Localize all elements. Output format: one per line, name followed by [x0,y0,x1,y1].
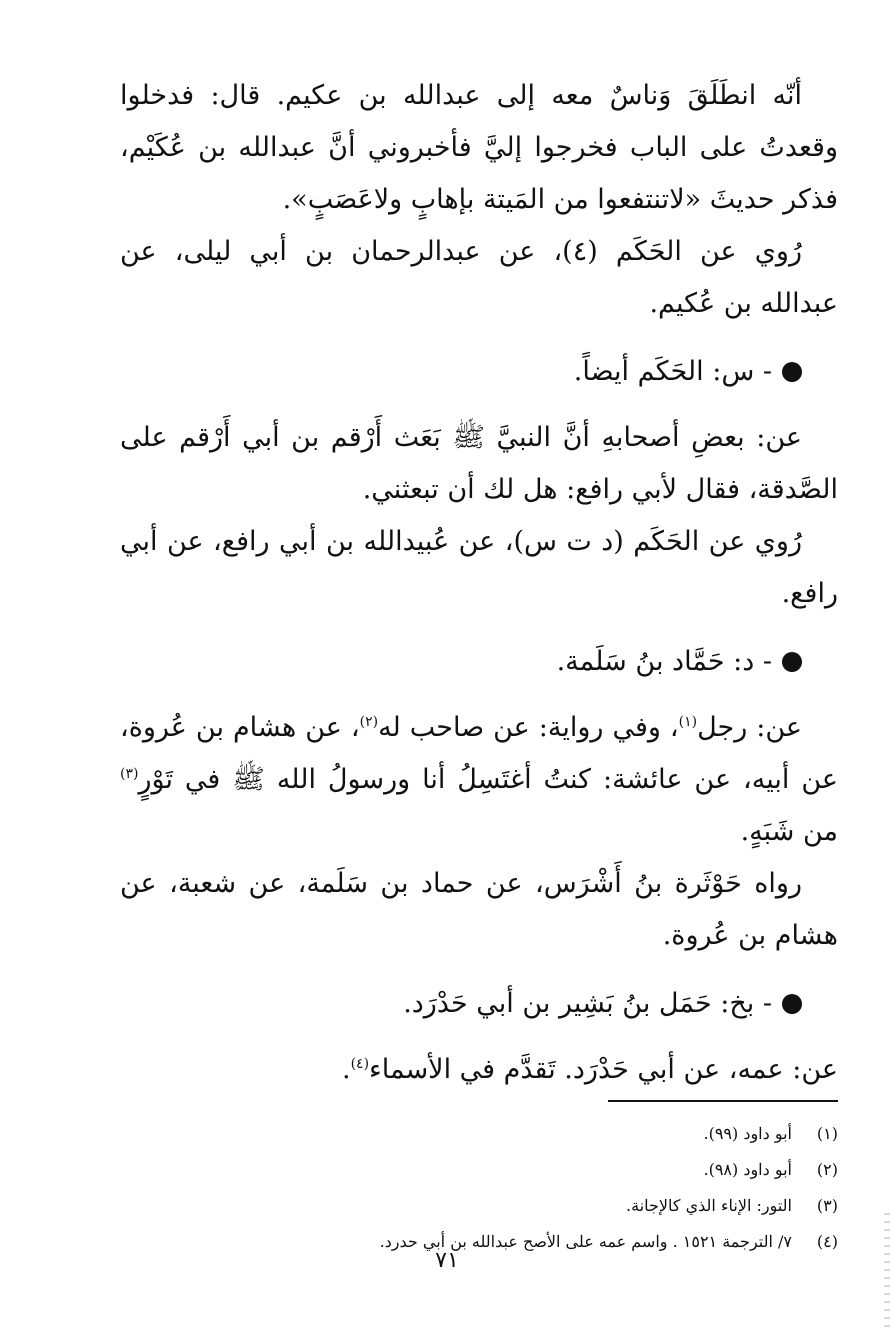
footnotes [120,1116,838,1260]
footnote-number: (٤) [816,1232,838,1251]
paragraph-7-part-b: ، وفي رواية: عن صاحب له [378,712,679,743]
paragraph-7-part-c: ، عن هشام بن عُروة، عن أبيه، عن عائشة: كنتُ أغتَسِلُ أنا ورسولُ الله ﷺ في تَوْرٍ [120,712,838,795]
bullet-icon [782,652,802,672]
paragraph-5: رُوي عن الحَكَم (د ت س)، عن عُبيدالله بن أبي رافع، عن أبي رافع. [120,526,838,609]
footnote-text: التور: الإناء الذي كالإجانة. [626,1196,792,1215]
main-text-4 [120,1044,838,1096]
paragraph-2: رُوي عن الحَكَم (٤)، عن عبدالرحمان بن أبي ليلى، عن عبدالله بن عُكيم. [120,236,838,319]
paragraph-4: عن: بعضِ أصحابهِ أنَّ النبيَّ ﷺ بَعَث أَرْقم بن أبي أَرْقم على الصَّدقة، فقال لأبي رافع: هل لك أن تبعثني. [120,422,838,505]
footnote-text: أبو داود (٩٨). [703,1160,792,1179]
paragraph-7-part-d: من شَبَهٍ. [740,816,838,847]
footnote-number: (٣) [816,1196,838,1215]
main-text [120,70,838,330]
footnote-ref-4: (٤) [350,1056,370,1072]
footnote-text: أبو داود (٩٩). [703,1124,792,1143]
bullet-icon [782,994,802,1014]
bullet-icon [782,362,802,382]
footnote-item [120,1152,838,1188]
footnote-ref-3: (٣) [120,766,139,782]
paragraph-10: عن: عمه، عن أبي حَدْرَد. تَقدَّم في الأسماء$^{(٤)}$. [341,1054,838,1085]
entry-heading-1 [120,346,838,398]
entry-heading-1-text: - س: الحَكَم أيضاً. [573,356,772,387]
entry-heading-3-text: - بخ: حَمَل بنُ بَشِير بن أبي حَدْرَد. [403,988,772,1019]
footnote-ref-2: (٢) [359,714,379,730]
paragraph-1: أنّه انطَلَقَ وَناسٌ معه إلى عبدالله بن عكيم. قال: فدخلوا وقعدتُ على الباب فخرجوا إليَّ فأخبروني أنَّ عبدالله بن عُكَيْم، فذكر حديثَ «لاتنتفعوا من المَيتة بإهابٍ ولاعَصَبٍ». [120,80,838,215]
footnote-ref-1: (١) [678,714,698,730]
page-edge-texture [884,1213,890,1333]
main-text-3 [120,702,838,962]
paragraph-7 [120,702,838,858]
footnote-number: (٢) [816,1160,838,1179]
entry-heading-2 [120,636,838,688]
footnote-item [120,1116,838,1152]
paragraph-7-part-a: عن: رجل [697,712,803,743]
entry-heading-3 [120,978,838,1030]
footnote-item [120,1188,838,1224]
page-content [120,70,838,1300]
main-text-2 [120,412,838,620]
footnote-number: (١) [816,1124,838,1143]
footnote-separator [608,1100,838,1102]
page-number: ٧١ [435,1248,459,1273]
paragraph-10-text: عن: عمه، عن أبي حَدْرَد. تَقدَّم في الأسماء [369,1054,838,1085]
footnote-text: ٧/ الترجمة ١٥٢١ . واسم عمه على الأصح عبدالله بن أبي حدرد. [379,1232,792,1251]
entry-heading-2-text: - د: حَمَّاد بنُ سَلَمة. [556,646,772,677]
paragraph-8: رواه حَوْثَرة بنُ أَشْرَس، عن حماد بن سَلَمة، عن شعبة، عن هشام بن عُروة. [120,868,838,951]
